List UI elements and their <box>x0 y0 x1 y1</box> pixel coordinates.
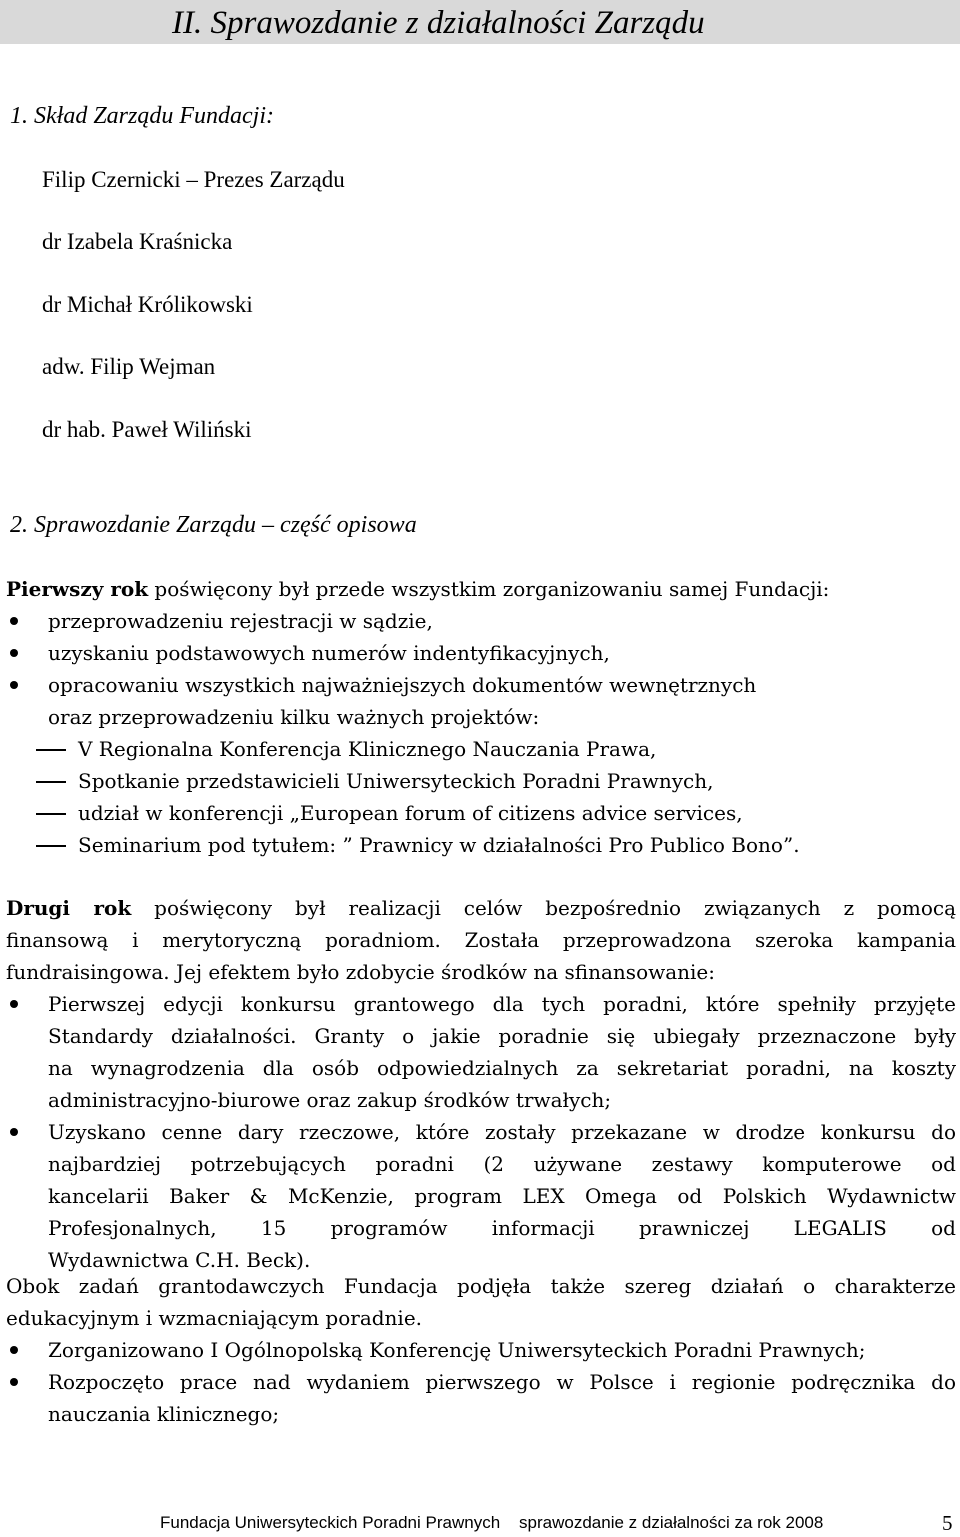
bullet-icon <box>10 1000 18 1008</box>
list-item-line: Uzyskano cenne dary rzeczowe, które zostały przekazane w drodze konkursu do <box>48 1120 956 1144</box>
list-item-line: Standardy działalności. Granty o jakie poradnie się ubiegały przeznaczone były <box>48 1024 956 1048</box>
project-item: Seminarium pod tytułem: ” Prawnicy w działalności Pro Publico Bono”. <box>78 833 800 857</box>
list-item-line: kancelarii Baker & McKenzie, program LEX Omega od Polskich Wydawnictw <box>48 1184 956 1208</box>
dash-icon <box>36 845 66 847</box>
bullet-icon <box>10 649 18 657</box>
board-member: Filip Czernicki – Prezes Zarządu <box>42 167 345 192</box>
list-item-line: Wydawnictwa C.H. Beck). <box>48 1248 311 1272</box>
second-year-text: poświęcony był realizacji celów bezpośrednio związanych z pomocą <box>131 896 957 920</box>
bullet-icon <box>10 1346 18 1354</box>
paragraph-second-year-line: fundraisingowa. Jej efektem było zdobycie środków na sfinansowanie: <box>6 960 716 984</box>
list-item-line: Profesjonalnych, 15 programów informacji prawniczej LEGALIS od <box>48 1216 956 1240</box>
page-footer: Fundacja Uniwersyteckich Poradni Prawnych sprawozdanie z działalności za rok 2008 <box>160 1513 824 1532</box>
project-item: Spotkanie przedstawicieli Uniwersyteckich Poradni Prawnych, <box>78 769 714 793</box>
board-member: dr Izabela Kraśnicka <box>42 229 233 254</box>
list-item-line: najbardziej potrzebujących poradni (2 używane zestawy komputerowe od <box>48 1152 956 1176</box>
first-year-text: poświęcony był przede wszystkim zorganizowaniu samej Fundacji: <box>148 577 830 601</box>
board-member: adw. Filip Wejman <box>42 354 216 379</box>
list-item: opracowaniu wszystkich najważniejszych dokumentów wewnętrznych <box>48 673 757 697</box>
second-year-label: Drugi rok <box>6 896 132 920</box>
paragraph-education-line: edukacyjnym i wzmacniającym poradnie. <box>6 1306 423 1330</box>
bullet-icon <box>10 617 18 625</box>
page-title: II. Sprawozdanie z działalności Zarządu <box>172 5 705 41</box>
page-number: 5 <box>942 1511 953 1535</box>
paragraph-first-year <box>6 574 829 604</box>
paragraph-second-year-line: finansową i merytoryczną poradniom. Została przeprowadzona szeroka kampania <box>6 928 956 952</box>
bullet-icon <box>10 1128 18 1136</box>
dash-icon <box>36 749 66 751</box>
title-bar <box>0 0 960 44</box>
list-item-continuation: oraz przeprowadzeniu kilku ważnych projektów: <box>48 705 540 729</box>
list-item-line: Pierwszej edycji konkursu grantowego dla tych poradni, które spełniły przyjęte <box>48 992 956 1016</box>
list-item-line: administracyjno-biurowe oraz zakup środków trwałych; <box>48 1088 612 1112</box>
dash-icon <box>36 781 66 783</box>
board-member: dr Michał Królikowski <box>42 292 253 317</box>
list-item-line: nauczania klinicznego; <box>48 1402 280 1426</box>
section-1-heading: 1. Skład Zarządu Fundacji: <box>10 103 274 129</box>
list-item: przeprowadzeniu rejestracji w sądzie, <box>48 609 433 633</box>
bullet-icon <box>10 1378 18 1386</box>
board-member: dr hab. Paweł Wiliński <box>42 417 252 442</box>
list-item: uzyskaniu podstawowych numerów indentyfikacyjnych, <box>48 641 610 665</box>
list-item-line: Rozpoczęto prace nad wydaniem pierwszego w Polsce i regionie podręcznika do <box>48 1370 956 1394</box>
list-item: Zorganizowano I Ogólnopolską Konferencję Uniwersyteckich Poradni Prawnych; <box>48 1338 866 1362</box>
dash-icon <box>36 813 66 815</box>
project-item: V Regionalna Konferencja Klinicznego Nauczania Prawa, <box>78 737 657 761</box>
bullet-icon <box>10 681 18 689</box>
section-2-heading: 2. Sprawozdanie Zarządu – część opisowa <box>10 512 417 538</box>
first-year-label: Pierwszy rok <box>6 577 149 601</box>
project-item: udział w konferencji „European forum of citizens advice services, <box>78 801 743 825</box>
paragraph-second-year-line <box>6 893 956 923</box>
paragraph-education-line: Obok zadań grantodawczych Fundacja podjęła także szereg działań o charakterze <box>6 1274 956 1298</box>
list-item-line: na wynagrodzenia dla osób odpowiedzialnych za sekretariat poradni, na koszty <box>48 1056 956 1080</box>
